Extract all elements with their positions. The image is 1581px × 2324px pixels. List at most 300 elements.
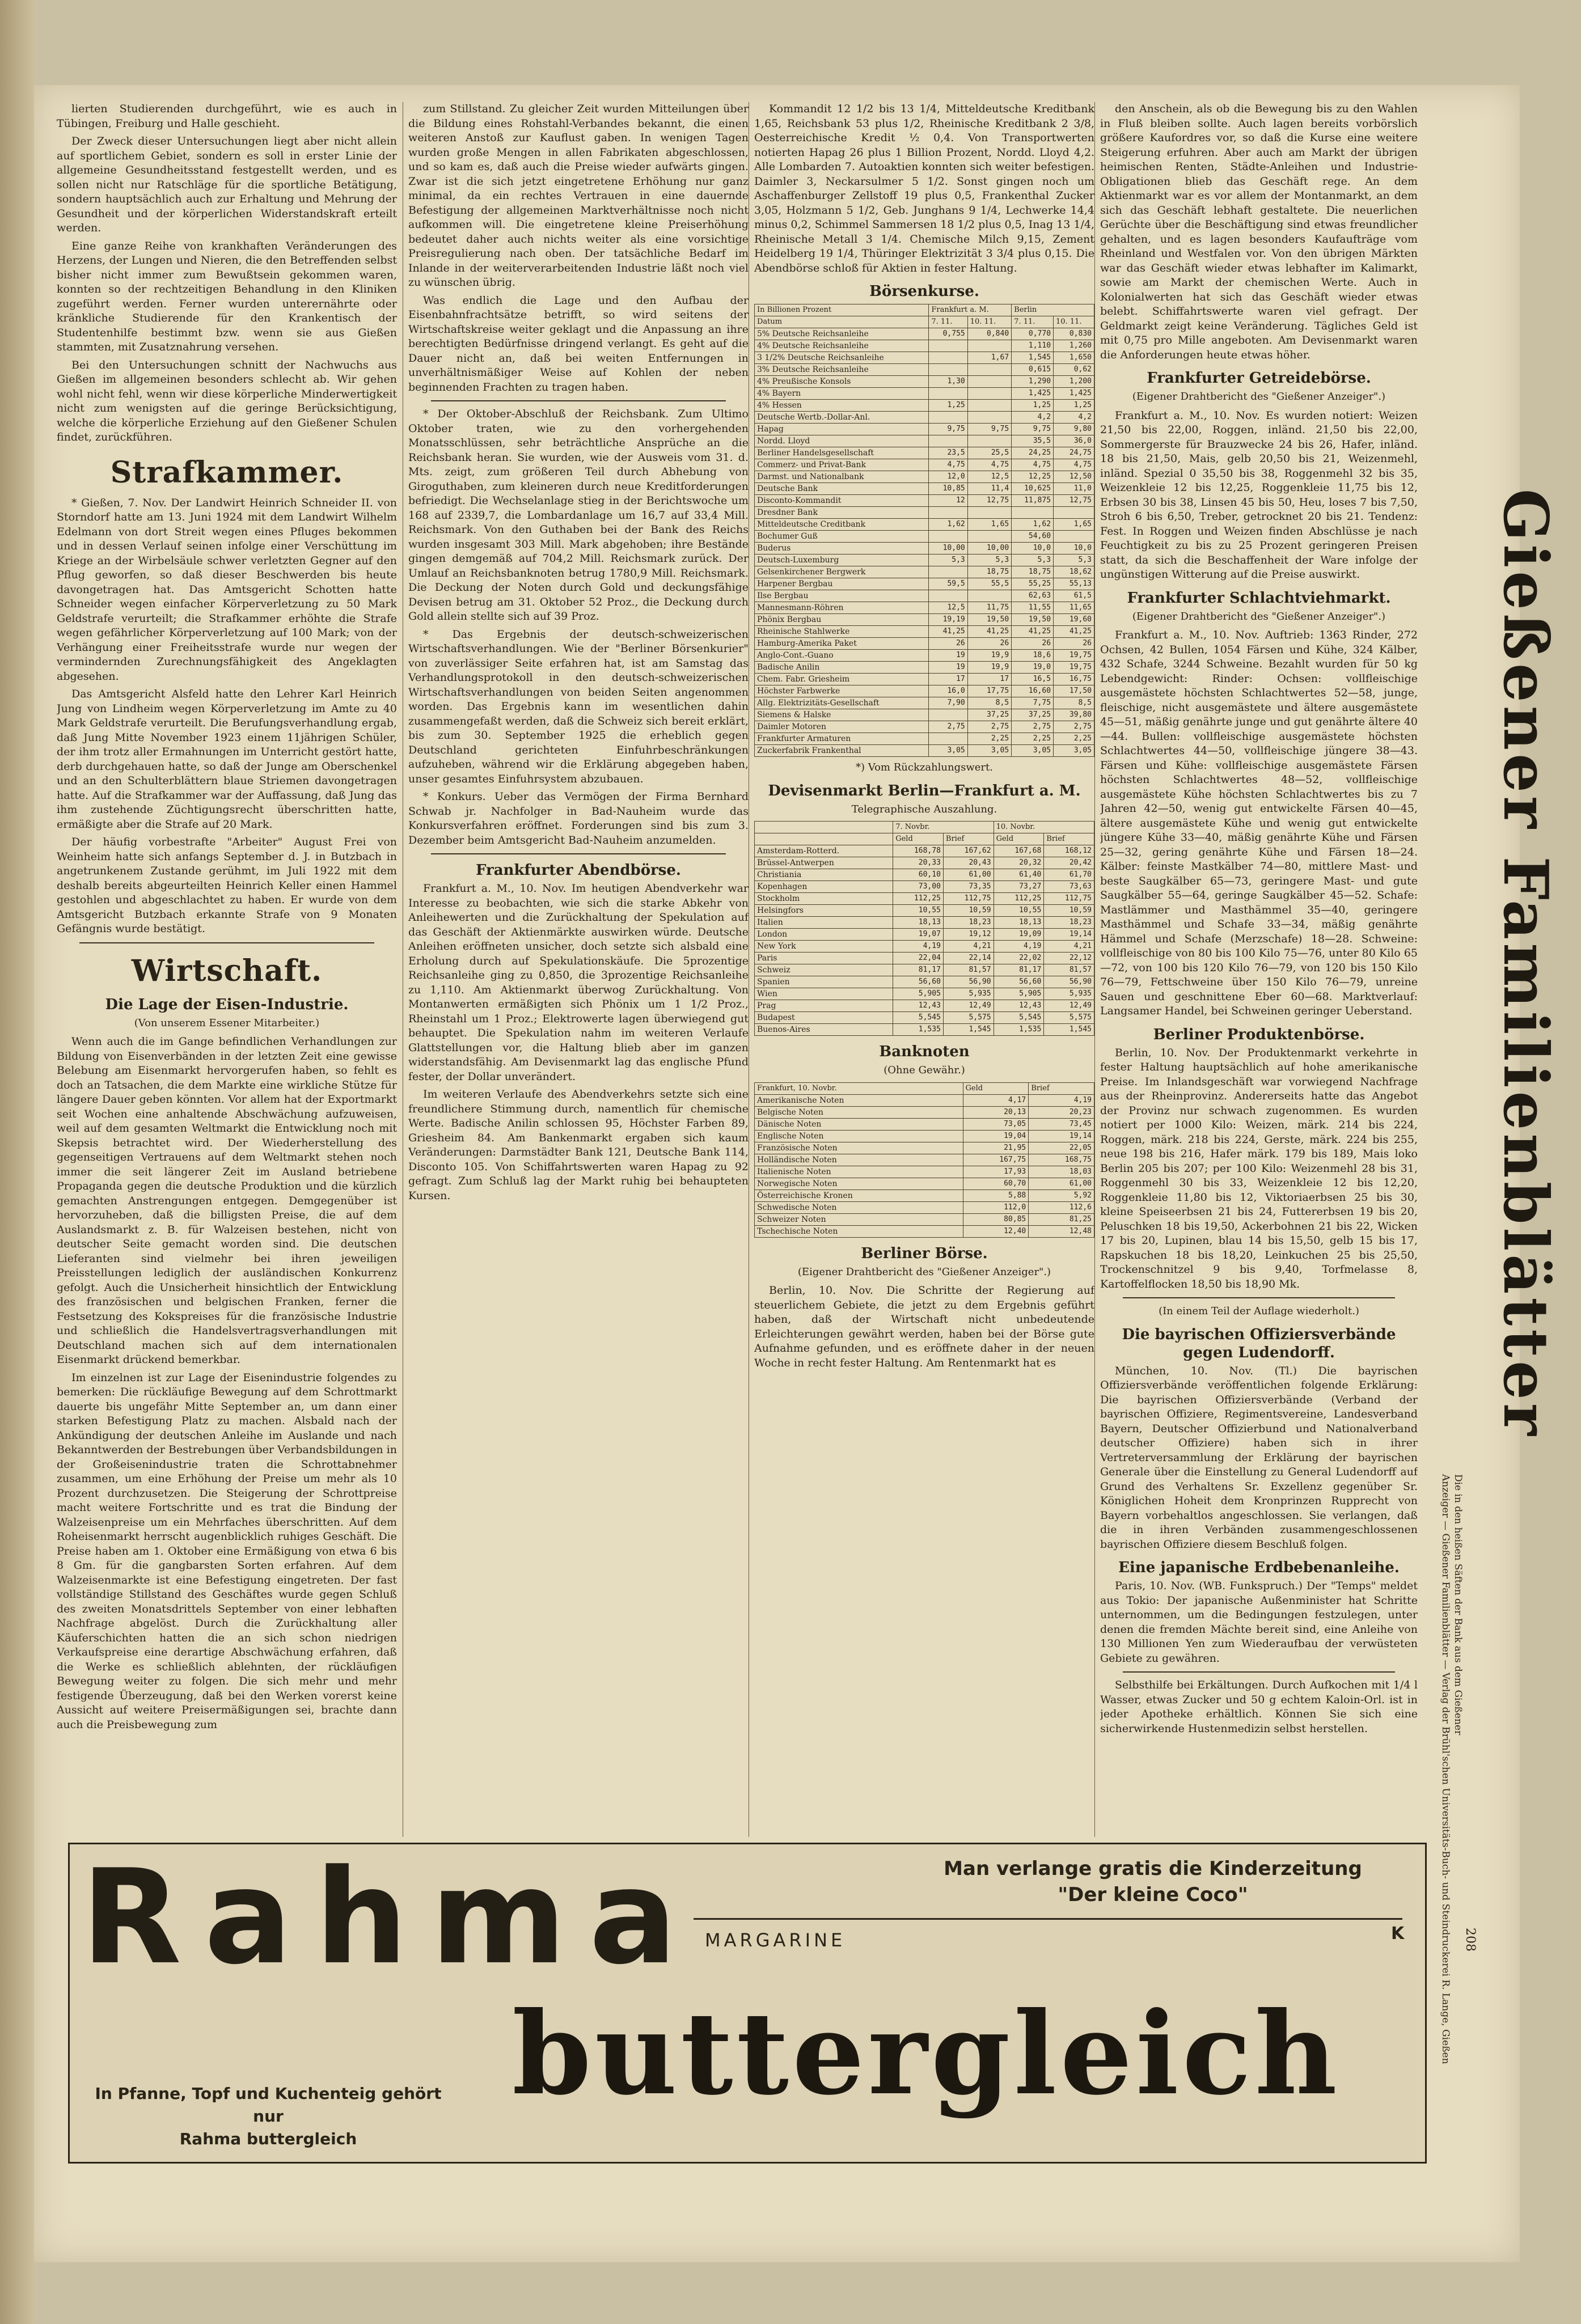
table-cell	[1054, 531, 1094, 543]
table-header-cell: Geld	[963, 1082, 1029, 1094]
table-cell: 81,17	[893, 964, 944, 976]
table-cell: 1,67	[967, 352, 1011, 364]
table-row	[755, 845, 1094, 857]
table-cell: 16,5	[1012, 674, 1054, 685]
article-paragraph: Frankfurt a. M., 10. Nov. Auftrieb: 1363 Rinder, 272 Ochsen, 42 Bullen, 1054 Färsen und Kühe, 324 Kälber, 432 Schafe, 3244 Schweine. Bezahlt wurden für 50 kg Lebendgewicht: Rinder: Ochsen: vollfleischige ausgemästete höchsten Schlachtwertes 52—58, junge, fleischige, nicht ausgemästete und ältere ausgemästete 45—51, mäßig genährte junge und gut genährte ältere 40—44. Bullen: vollfleischige ausgemästete höchsten Schlachtwertes 44—50, vollfleischige jüngere 38—43. Färsen und Kühe: vollfleischige ausgemästete Färsen höchsten Schlachtwertes 48—52, vollfleischige ausgemästete Kühe höchsten Schlachtwertes bis zu 7 Jahren 42—50, wenig gut entwickelte Färsen 40—45, ältere ausgemästete Kühe und wenig gut entwickelte jüngere Kühe 33—40, mäßig genährte Kühe und Färsen 25—32, gering genährte Kühe und Färsen 18—24. Kälber: feinste Mastkälber 74—80, mittlere Mast- und beste Saugkälber 65—73, geringere Mast- und gute Saugkälber 55—64, geringe Saugkälber 45—52. Schafe: Mastlämmer und Masthämmel 35—40, geringere Masthämmel und Schafe 33—34, mäßig genährte Hämmel und Schafe (Merzschafe) 18—28. Schweine: vollfleischige von 80 bis 100 Kilo 75—76, unter 80 Kilo 65—72, von 100 bis 120 Kilo 76—79, von 120 bis 150 Kilo 76—79, Fettschweine über 150 Kilo 76—79, unreine Sauen und geschnittene Eber 60—68. Marktverlauf: Langsamer Handel, bei Schweinen geringer Ueberstand.	[1100, 629, 1418, 1017]
table-header-cell: 10. 11.	[1054, 316, 1094, 328]
table-cell: Buenos-Aires	[755, 1024, 893, 1036]
table-cell: Hamburg-Amerika Paket	[755, 638, 929, 650]
table-cell: 168,12	[1044, 845, 1094, 857]
article-paragraph: Frankfurt a. M., 10. Nov. Im heutigen Abendverkehr war Interesse zu beobachten, wie sich die starke Abkehr von Anleihewerten und die Zurückhaltung der Spekulation auf das Geschäft der Aktienmärkte auswirken würde. Deutsche Anleihen eröffneten unsicher, doch setzte sich alsbald eine Erholung durch auf Spekulationskäufe. Die 5prozentige Reichsanleihe ging zu 0,850, die 3prozentige Reichsanleihe zu 1,110. Am Aktienmarkt überwog Zurückhaltung. Von Montanwerten ermäßigten sich Phönix um 1 1/2 Proz., Rheinstahl um 1 Proz.; Elektrowerte lagen überwiegend gut behauptet. Die Spekulation nahm im weiteren Verlaufe Glattstellungen vor, die Haltung blieb aber im ganzen widerstandsfähig. Am Devisenmarkt lag das englische Pfund fester, der Dollar unverändert.	[408, 882, 749, 1083]
table-cell: 5,3	[1012, 554, 1054, 566]
table-cell: Amsterdam-Rotterd.	[755, 845, 893, 857]
table-row	[755, 519, 1094, 531]
table-cell: 1,25	[1054, 400, 1094, 412]
table-cell: Stockholm	[755, 893, 893, 905]
table-row	[755, 388, 1094, 400]
table-row	[755, 1012, 1094, 1024]
table-cell: 18,75	[967, 566, 1011, 578]
table-cell: 0,770	[1012, 328, 1054, 340]
banknotes-table	[754, 1082, 1094, 1238]
ad-footer	[92, 2082, 444, 2151]
table-cell: 19,04	[963, 1130, 1029, 1142]
table-row	[755, 1154, 1094, 1166]
table-cell: 18,13	[994, 917, 1044, 929]
table-cell: 1,425	[1054, 388, 1094, 400]
table-cell: 5% Deutsche Reichsanleihe	[755, 328, 929, 340]
article-byline: (Eigener Drahtbericht des "Gießener Anzeiger".)	[1132, 391, 1386, 403]
table-cell: 73,35	[943, 881, 994, 893]
section-heading-strafkammer: Strafkammer.	[110, 455, 344, 490]
table-row	[755, 328, 1094, 340]
article-byline: (Eigener Drahtbericht des "Gießener Anzeiger".)	[1132, 610, 1386, 623]
table-row	[755, 1130, 1094, 1142]
table-cell: Belgische Noten	[755, 1106, 963, 1118]
table-row	[755, 507, 1094, 519]
article-byline: (Eigener Drahtbericht des "Gießener Anzeiger".)	[797, 1265, 1051, 1278]
table-cell: 41,25	[929, 626, 967, 638]
table-cell: 41,25	[1012, 626, 1054, 638]
article-headline: Devisenmarkt Berlin—Frankfurt a. M.	[768, 782, 1081, 799]
book-spine	[0, 0, 34, 2324]
table-cell: New York	[755, 941, 893, 953]
table-cell: 11,65	[1054, 602, 1094, 614]
table-cell	[929, 566, 967, 578]
table-cell: 1,545	[1012, 352, 1054, 364]
ad-kinderzeitung	[903, 1856, 1402, 1908]
table-cell: 0,62	[1054, 364, 1094, 376]
table-cell: Daimler Motoren	[755, 721, 929, 733]
table-header-cell: Datum	[755, 316, 929, 328]
table-cell: 112,6	[1029, 1201, 1094, 1213]
table-cell: 12,25	[1012, 471, 1054, 483]
table-row	[755, 400, 1094, 412]
table-row	[755, 881, 1094, 893]
table-cell: 1,25	[1012, 400, 1054, 412]
article-paragraph: * Gießen, 7. Nov. Der Landwirt Heinrich Schneider II. von Storndorf hatte am 13. Juni 1924 mit dem Landwirt Wilhelm Edelmann von dort Streit wegen eines Pfluges bekommen und in dessen Verlauf seinen infolge einer Verschüttung im Kriege an der Wirbelsäule schwer verletzten Gegner auf den Pflug geworfen, so daß dieser Beschwerden bis heute davongetragen hat. Das Amtsgericht Schotten hatte Schneider wegen einfacher Körperverletzung zu 50 Mark Geldstrafe verurteilt; die Strafkammer erhöhte die Strafe wegen gefährlicher Körperverletzung auf 100 Mark; von der Verhängung einer Freiheitsstrafe wurde nur wegen der vermindernden Zurechnungsfähigkeit des Angeklagten abgesehen.	[57, 496, 397, 683]
ad-footer-line: Rahma buttergleich	[179, 2130, 357, 2148]
table-cell: 60,10	[893, 869, 944, 881]
ad-tagline: buttergleich	[512, 1987, 1341, 2120]
table-cell: 18,6	[1012, 650, 1054, 662]
table-cell: Norwegische Noten	[755, 1178, 963, 1189]
table-cell: 9,75	[929, 424, 967, 435]
table-row	[755, 1178, 1094, 1189]
table-row	[755, 531, 1094, 543]
table-cell: 8,5	[967, 697, 1011, 709]
table-row	[755, 745, 1094, 757]
table-row	[755, 554, 1094, 566]
column-4	[1100, 102, 1418, 1837]
table-cell: 4,2	[1054, 412, 1094, 424]
article-paragraph: Das Amtsgericht Alsfeld hatte den Lehrer Karl Heinrich Jung von Lindheim wegen Körperverletzung im Amte zu 40 Mark Geldstrafe verurteilt. Die Berufungsverhandlung ergab, daß Jung Mitte November 1923 einem 11jährigen Schüler, der ihm trotz aller Ermahnungen im Unterricht gestört hatte, derb durchgehauen hatte, so daß der Junge am Oberschenkel und an den Schulterblättern blaue Striemen davongetragen hatte. Auf die Strafkammer war der Auffassung, daß Jung das ihm zustehende Züchtigungsrecht überschritten hatte, ermäßigte aber die Strafe auf 20 Mark.	[57, 688, 397, 831]
article-subheading: (Ohne Gewähr.)	[883, 1064, 965, 1076]
table-cell: 22,14	[943, 953, 994, 964]
table-cell	[1012, 507, 1054, 519]
table-cell: 20,42	[1044, 857, 1094, 869]
table-cell: 41,25	[1054, 626, 1094, 638]
table-cell: Berliner Handelsgesellschaft	[755, 447, 929, 459]
table-cell: 19,50	[1012, 614, 1054, 626]
table-row	[755, 697, 1094, 709]
table-cell: 12,5	[967, 471, 1011, 483]
table-cell: 81,25	[1029, 1213, 1094, 1225]
table-cell: 26	[967, 638, 1011, 650]
table-cell	[967, 364, 1011, 376]
table-cell: 24,75	[1054, 447, 1094, 459]
page-number: 208	[1463, 1928, 1477, 1952]
table-cell: Schwedische Noten	[755, 1201, 963, 1213]
table-cell: 81,57	[943, 964, 994, 976]
stock-quotes-table	[754, 304, 1094, 757]
table-cell: Buderus	[755, 543, 929, 554]
article-headline: Die bayrischen Offiziersverbände gegen Ludendorff.	[1122, 1326, 1396, 1361]
table-cell: 22,05	[1029, 1142, 1094, 1154]
table-cell: 61,70	[1044, 869, 1094, 881]
table-cell: 0,755	[929, 328, 967, 340]
table-cell: Disconto-Kommandit	[755, 495, 929, 507]
table-cell: Bochumer Guß	[755, 531, 929, 543]
masthead-title: Gießener Familienblätter	[1490, 489, 1561, 1439]
table-cell: 1,65	[1054, 519, 1094, 531]
table-cell: 11,55	[1012, 602, 1054, 614]
table-cell: 7,90	[929, 697, 967, 709]
table-cell: 4,75	[1012, 459, 1054, 471]
ad-k-letter: K	[1391, 1924, 1405, 1944]
table-cell	[929, 590, 967, 602]
table-header-cell	[755, 833, 893, 845]
table-cell	[929, 340, 967, 352]
table-row	[755, 1213, 1094, 1225]
table-cell: 80,85	[963, 1213, 1029, 1225]
table-header-cell: 7. 11.	[929, 316, 967, 328]
table-cell: Höchster Farbwerke	[755, 685, 929, 697]
article-headline: Eine japanische Erdbebenanleihe.	[1118, 1559, 1400, 1576]
table-row	[755, 674, 1094, 685]
table-cell: 168,75	[1029, 1154, 1094, 1166]
table-cell: Dänische Noten	[755, 1118, 963, 1130]
table-cell: 35,5	[1012, 435, 1054, 447]
table-cell: 10,55	[893, 905, 944, 917]
table-cell	[929, 709, 967, 721]
table-cell: 4% Bayern	[755, 388, 929, 400]
article-paragraph: * Der Oktober-Abschluß der Reichsbank. Zum Ultimo Oktober traten, wie zu den vorhergehenden Monatsschlüssen, sehr beträchtliche Ansprüche an die Reichsbank heran. Sie wurden, wie der Ausweis vom 31. d. Mts. zeigt, zum größeren Teil durch Abhebung von Giroguthaben, zum kleineren durch neue Kreditforderungen befriedigt. Die Wechselanlage stieg in der Berichtswoche um 168 auf 2339,7, die Lombardanlage um 16,7 auf 33,4 Mill. Reichsmark. Von den Guthaben bei der Bank des Reichs wurden insgesamt 303 Mill. Mark abgehoben; ihre Bestände gingen demgemäß auf 704,2 Mill. Reichsmark zurück. Der Umlauf an Reichsbanknoten betrug 1780,9 Mill. Reichsmark. Die Deckung der Noten durch Gold und deckungsfähige Devisen betrug am 31. Oktober 52 Proz., die Deckung durch Gold allein stellte sich auf 39 Proz.	[408, 408, 749, 623]
column-3	[754, 102, 1094, 1837]
table-cell: 1,545	[943, 1024, 994, 1036]
table-cell: 2,25	[1054, 733, 1094, 745]
table-cell: 168,78	[893, 845, 944, 857]
article-byline: (Von unserem Essener Mitarbeiter.)	[134, 1017, 320, 1029]
table-cell: 5,905	[893, 988, 944, 1000]
table-cell: 73,27	[994, 881, 1044, 893]
table-cell: 19,60	[1054, 614, 1094, 626]
table-cell: 10,0	[1012, 543, 1054, 554]
table-header-cell: Berlin	[1012, 304, 1094, 316]
table-cell: 2,25	[967, 733, 1011, 745]
table-cell: 1,30	[929, 376, 967, 388]
table-row	[755, 988, 1094, 1000]
table-header-cell: Frankfurt a. M.	[929, 304, 1012, 316]
table-cell: 56,60	[994, 976, 1044, 988]
table-cell: 12	[929, 495, 967, 507]
table-header-cell: Brief	[1029, 1082, 1094, 1094]
table-cell: 4,75	[967, 459, 1011, 471]
table-cell: 59,5	[929, 578, 967, 590]
table-cell: 4,21	[1044, 941, 1094, 953]
table-row	[755, 869, 1094, 881]
table-cell: 26	[1054, 638, 1094, 650]
table-cell: 26	[1012, 638, 1054, 650]
article-paragraph: * Das Ergebnis der deutsch-schweizerischen Wirtschaftsverhandlungen. Wie der "Berliner Börsenkurier" von zuverlässiger Seite erfahren hat, ist am Samstag das Verhandlungsprotokoll in den deutsch-schweizerischen Wirtschaftsverhandlungen von beiden Seiten angenommen worden. Das Ergebnis kann im wesentlichen dahin zusammengefaßt werden, daß die Schweiz sich bereit erklärt, bis zum 30. September 1925 die erheblich gegen Deutschland gerichteten Einfuhrbeschränkungen aufzuheben, während wir die Erklärung abgegeben haben, unser gesamtes Einfuhrsystem abzubauen.	[408, 628, 749, 785]
table-cell: 4,17	[963, 1094, 1029, 1106]
table-cell: 3 1/2% Deutsche Reichsanleihe	[755, 352, 929, 364]
table-cell: 10,85	[929, 483, 967, 495]
table-row	[755, 733, 1094, 745]
table-cell: 4% Deutsche Reichsanleihe	[755, 340, 929, 352]
table-cell: 5,92	[1029, 1189, 1094, 1201]
table-cell: 25,5	[967, 447, 1011, 459]
section-heading-wirtschaft: Wirtschaft.	[131, 953, 323, 988]
table-cell: 12,75	[1054, 495, 1094, 507]
article-paragraph: Im weiteren Verlaufe des Abendverkehrs setzte sich eine freundlichere Stimmung durch, namentlich für chemische Werte. Badische Anilin schlossen 95, Höchster Farben 89, Griesheim 84. Am Bankenmarkt ergaben sich kaum Veränderungen: Darmstädter Bank 121, Deutsche Bank 114, Disconto 105. Von Schiffahrtswerten waren Hapag zu 92 gefragt. Zum Schluß lag der Markt ruhig bei behaupteten Kursen.	[408, 1088, 749, 1202]
divider	[1123, 1297, 1395, 1298]
table-cell: 19,07	[893, 929, 944, 941]
table-cell: 2,75	[1054, 721, 1094, 733]
table-cell: 112,75	[1044, 893, 1094, 905]
table-cell: 112,75	[943, 893, 994, 905]
table-cell: 2,75	[967, 721, 1011, 733]
table-row	[755, 352, 1094, 364]
table-cell: 19,14	[1029, 1130, 1094, 1142]
table-cell: 55,5	[967, 578, 1011, 590]
article-paragraph: Paris, 10. Nov. (WB. Funkspruch.) Der "Temps" meldet aus Tokio: Der japanische Außenminister hat Schritte unternommen, um die Bedingungen festzulegen, unter denen die fremden Mächte bereit sind, eine Anleihe von 130 Millionen Yen zum Wiederaufbau der verwüsteten Gebiete zu gewähren.	[1100, 1580, 1418, 1665]
article-paragraph: München, 10. Nov. (Tl.) Die bayrischen Offiziersverbände veröffentlichen folgende Erklärung: Die bayrischen Offiziersverbände (Verband der bayrischen Offiziere, Regimentsvereine, Landesverband Bayern, Deutscher Offizierbund und Nationalverband deutscher Offiziere) haben sich in ihrer Vertreterversammlung der Erklärung der bayrischen Generale über die Einstellung zu General Ludendorff auf Grund des Verhaltens Sr. Exzellenz gegenüber Sr. Königlichen Hoheit dem Kronprinzen Rupprecht von Bayern vorbehaltlos angeschlossen. Sie verlangen, daß die in ihren Verbänden zusammengeschlossenen bayrischen Offiziere diesem Beschluß folgen.	[1100, 1364, 1418, 1551]
table-cell: 12,48	[1029, 1225, 1094, 1237]
table-cell: Kopenhagen	[755, 881, 893, 893]
table-cell: 1,25	[929, 400, 967, 412]
table-cell: 73,05	[963, 1118, 1029, 1130]
table-row	[755, 953, 1094, 964]
table-cell: 12,75	[967, 495, 1011, 507]
article-paragraph: lierten Studierenden durchgeführt, wie es auch in Tübingen, Freiburg und Halle geschieht.	[57, 103, 397, 130]
article-paragraph: * Konkurs. Ueber das Vermögen der Firma Bernhard Schwab jr. Nachfolger in Bad-Nauheim wurde das Konkursverfahren eröffnet. Forderungen sind bis zum 3. Dezember beim Amtsgericht Bad-Nauheim anzumelden.	[408, 790, 749, 846]
table-cell: Schweiz	[755, 964, 893, 976]
table-header-cell	[755, 822, 893, 833]
table-cell: 10,00	[967, 543, 1011, 554]
table-cell: 19,19	[929, 614, 967, 626]
table-cell: 37,25	[1012, 709, 1054, 721]
table-cell: 5,3	[1054, 554, 1094, 566]
rahma-advertisement	[68, 1843, 1427, 2164]
ad-rule	[694, 1918, 1402, 1920]
table-header-cell: 7. Novbr.	[893, 822, 994, 833]
table-cell	[929, 352, 967, 364]
table-cell: Französische Noten	[755, 1142, 963, 1154]
table-cell: Holländische Noten	[755, 1154, 963, 1166]
table-cell: 4,2	[1012, 412, 1054, 424]
table-cell: Commerz- und Privat-Bank	[755, 459, 929, 471]
table-row	[755, 893, 1094, 905]
table-cell: 23,5	[929, 447, 967, 459]
table-cell: 16,0	[929, 685, 967, 697]
table-cell: Brüssel-Antwerpen	[755, 857, 893, 869]
table-row	[755, 662, 1094, 674]
table-cell: Siemens & Halske	[755, 709, 929, 721]
table-cell: 61,00	[943, 869, 994, 881]
table-cell: 22,02	[994, 953, 1044, 964]
table-row	[755, 709, 1094, 721]
table-cell: 5,3	[967, 554, 1011, 566]
table-cell: 22,04	[893, 953, 944, 964]
table-cell: Spanien	[755, 976, 893, 988]
table-row	[755, 435, 1094, 447]
table-cell	[967, 590, 1011, 602]
table-row	[755, 626, 1094, 638]
table-cell: 5,545	[994, 1012, 1044, 1024]
table-cell: 26	[929, 638, 967, 650]
table-cell	[967, 388, 1011, 400]
article-paragraph: Was endlich die Lage und den Aufbau der Eisenbahnfrachtsätze betrifft, so wird seitens der Wirtschaftskreise weiter geklagt und die Anpassung an ihre berechtigten Bedürfnisse dringend verlangt. Es geht auf die Dauer nicht an, daß bei weiten Entfernungen in unverhältnismäßiger Weise auf Kohlen der neben beginnenden Frachten zu tragen haben.	[408, 294, 749, 393]
table-cell: 5,575	[943, 1012, 994, 1024]
table-cell: Rheinische Stahlwerke	[755, 626, 929, 638]
table-row	[755, 1142, 1094, 1154]
table-cell: 7,75	[1012, 697, 1054, 709]
table-cell: 5,935	[943, 988, 994, 1000]
table-cell: 20,43	[943, 857, 994, 869]
article-headline: Börsenkurse.	[869, 283, 979, 300]
table-row	[755, 1000, 1094, 1012]
table-cell	[967, 340, 1011, 352]
table-cell: 12,49	[1044, 1000, 1094, 1012]
table-cell: 1,62	[1012, 519, 1054, 531]
column-2	[408, 102, 749, 1837]
table-cell: 4,75	[1054, 459, 1094, 471]
table-cell: 37,25	[967, 709, 1011, 721]
table-cell: 2,25	[1012, 733, 1054, 745]
table-cell: 73,45	[1029, 1118, 1094, 1130]
table-cell	[967, 400, 1011, 412]
table-row	[755, 459, 1094, 471]
table-cell: 39,80	[1054, 709, 1094, 721]
table-row	[755, 447, 1094, 459]
table-cell: 56,60	[893, 976, 944, 988]
table-header-cell: Frankfurt, 10. Novbr.	[755, 1082, 963, 1094]
table-cell: Italienische Noten	[755, 1166, 963, 1178]
table-cell: 61,5	[1054, 590, 1094, 602]
table-cell: Chem. Fabr. Griesheim	[755, 674, 929, 685]
masthead	[1491, 142, 1559, 1786]
table-cell: Harpener Bergbau	[755, 578, 929, 590]
table-cell: 4,19	[994, 941, 1044, 953]
table-cell: Gelsenkirchener Bergwerk	[755, 566, 929, 578]
table-cell: 19,09	[994, 929, 1044, 941]
article-paragraph: Bei den Untersuchungen schnitt der Nachwuchs aus Gießen im allgemeinen besonders schlecht ab. Wir gehen wohl nicht fehl, wenn wir diese körperliche Minderwertigkeit nicht zum wenigsten auf die geringe Berücksichtigung, welche die körperliche Erziehung auf den Gießener Schulen findet, zurückführen.	[57, 358, 397, 443]
table-header-cell: Brief	[943, 833, 994, 845]
edition-note: (In einem Teil der Auflage wiederholt.)	[1159, 1305, 1359, 1317]
table-row	[755, 578, 1094, 590]
table-cell: 9,75	[1012, 424, 1054, 435]
article-paragraph: Im einzelnen ist zur Lage der Eisenindustrie folgendes zu bemerken: Die rückläufige Bewegung auf dem Schrottmarkt dauerte bis ungefähr Mitte September an, um dann einer starken Befestigung Platz zu machen. Alsbald nach der Ankündigung der deutschen Anleihe im Auslande und nach Bekanntwerden der Bestrebungen über Verbandsbildungen in der Großeisenindustrie traten die Schrottabnehmer zusammen, um eine Erhöhung der Preise um mehr als 10 Prozent durchzusetzen. Die Steigerung der Schrottpreise macht weitere Fortschritte und es trat die Bindung der Walzeisenpreise um ein Mehrfaches überschritten. Auf dem Roheisenmarkt herrscht augenblicklich ruhiges Geschäft. Die Preise haben am 1. Oktober eine Ermäßigung von etwa 6 bis 8 Gm. für die gangbarsten Sorten erfahren. Auf dem Walzeisenmarkte ist eine Befestigung eingetreten. Der fast vollständige Stillstand des Geschäftes wurde gegen Schluß des zweiten Monatsdrittels September von einer lebhaften Nachfrage abgelöst. Durch die Zurückhaltung aller Käuferschichten hatten die an sich schon niedrigen Verkaufspreise eine derartige Abschwächung erfahren, daß die Werke es schließlich ablehnten, der rückläufigen Bewegung weiter zu folgen. Die sich mehr und mehr festigende Überzeugung, daß bei den Werken vorerst keine Aussicht auf weitere Preisermäßigungen sei, brachte dann auch die Preisbewegung zum	[57, 1371, 397, 1731]
table-cell: 112,25	[994, 893, 1044, 905]
table-cell: 1,62	[929, 519, 967, 531]
article-paragraph: Berlin, 10. Nov. Der Produktenmarkt verkehrte in fester Haltung hauptsächlich auf hohe amerikanische Preise. Im Inlandsgeschäft war vorwiegend Nachfrage aus der Rheinprovinz. Andererseits hatte das Angebot der Provinz nur schwach zugenommen. Es wurden notiert per 1000 Kilo: Weizen, märk. 214 bis 224, Roggen, märk. 218 bis 224, Gerste, märk. 224 bis 255, neue 198 bis 216, Hafer märk. 179 bis 189, Mais loko Berlin 205 bis 207; per 100 Kilo: Weizenmehl 28 bis 31, Roggenmehl 30 bis 33, Weizenkleie 12 bis 12,20, Roggenkleie 11,80 bis 12, Viktoriaerbsen 25 bis 30, kleine Speiseerbsen 21 bis 24, Futtererbsen 19 bis 20, Peluschken 18 bis 19,50, Ackerbohnen 21 bis 22, Wicken 17 bis 20, Lupinen, blau 14 bis 15,50, gelb 15 bis 17, Rapskuchen 18 bis 18,20, Leinkuchen 25 bis 25,50, Trockenschnitzel 9 bis 9,40, Torfmelasse 8, Kartoffelflocken 18,50 bis 18,90 Mk.	[1100, 1046, 1418, 1290]
table-cell: Englische Noten	[755, 1130, 963, 1142]
table-cell: Paris	[755, 953, 893, 964]
table-cell: 4,19	[893, 941, 944, 953]
table-cell: 1,290	[1012, 376, 1054, 388]
table-cell: 19,75	[1054, 662, 1094, 674]
table-cell: 8,5	[1054, 697, 1094, 709]
table-cell: 21,95	[963, 1142, 1029, 1154]
table-cell: 10,0	[1054, 543, 1094, 554]
table-row	[755, 905, 1094, 917]
table-cell: 17	[967, 674, 1011, 685]
table-cell: 1,650	[1054, 352, 1094, 364]
table-cell: 81,57	[1044, 964, 1094, 976]
ad-brand: Rahma	[81, 1843, 700, 1993]
table-cell: Deutsche Wertb.-Dollar-Anl.	[755, 412, 929, 424]
table-cell: 10,55	[994, 905, 1044, 917]
column-divider	[1094, 102, 1095, 1837]
article-headline: Frankfurter Getreidebörse.	[1147, 370, 1371, 387]
table-cell: 55,25	[1012, 578, 1054, 590]
table-row	[755, 976, 1094, 988]
table-row	[755, 376, 1094, 388]
table-row	[755, 1106, 1094, 1118]
table-cell: Prag	[755, 1000, 893, 1012]
table-cell: 9,75	[967, 424, 1011, 435]
article-paragraph: Berlin, 10. Nov. Die Schritte der Regierung auf steuerlichem Gebiete, die jetzt zu dem Ergebnis geführt haben, daß der Wirtschaft nicht unbedeutende Erleichterungen gewährt werden, haben bei der Börse gute Aufnahme gefunden, und es eröffnete daher in der neuen Woche in recht fester Haltung. Am Rentenmarkt hat es	[754, 1284, 1094, 1369]
article-headline: Berliner Börse.	[861, 1244, 988, 1262]
table-cell: 12,43	[893, 1000, 944, 1012]
table-cell: Hapag	[755, 424, 929, 435]
table-cell: 12,43	[994, 1000, 1044, 1012]
table-cell: 19,12	[943, 929, 994, 941]
table-cell: 112,0	[963, 1201, 1029, 1213]
table-cell: 3% Deutsche Reichsanleihe	[755, 364, 929, 376]
table-cell: 20,33	[893, 857, 944, 869]
table-header-cell: 7. 11.	[1012, 316, 1054, 328]
table-cell: 17,75	[967, 685, 1011, 697]
table-cell: 5,545	[893, 1012, 944, 1024]
table-cell: 1,110	[1012, 340, 1054, 352]
table-cell: Schweizer Noten	[755, 1213, 963, 1225]
table-header-cell: Geld	[994, 833, 1044, 845]
table-cell: Deutsch-Luxemburg	[755, 554, 929, 566]
table-row	[755, 1189, 1094, 1201]
table-cell	[967, 531, 1011, 543]
table-row	[755, 543, 1094, 554]
ad-footer-line: In Pfanne, Topf und Kuchenteig gehört nur	[95, 2084, 442, 2126]
table-row	[755, 1201, 1094, 1213]
column-1	[57, 102, 397, 1837]
table-cell: 9,80	[1054, 424, 1094, 435]
table-row	[755, 566, 1094, 578]
table-cell: 81,17	[994, 964, 1044, 976]
table-cell: 19,75	[1054, 650, 1094, 662]
table-cell: Frankfurter Armaturen	[755, 733, 929, 745]
table-cell: Amerikanische Noten	[755, 1094, 963, 1106]
table-cell: 4,19	[1029, 1094, 1094, 1106]
table-cell: 17,93	[963, 1166, 1029, 1178]
table-cell	[1054, 507, 1094, 519]
article-headline: Berliner Produktenbörse.	[1153, 1026, 1365, 1043]
table-cell: Mitteldeutsche Creditbank	[755, 519, 929, 531]
table-cell: 24,25	[1012, 447, 1054, 459]
table-cell	[967, 376, 1011, 388]
ad-kinder-title: "Der kleine Coco"	[1058, 1883, 1248, 1906]
table-cell: 167,62	[943, 845, 994, 857]
